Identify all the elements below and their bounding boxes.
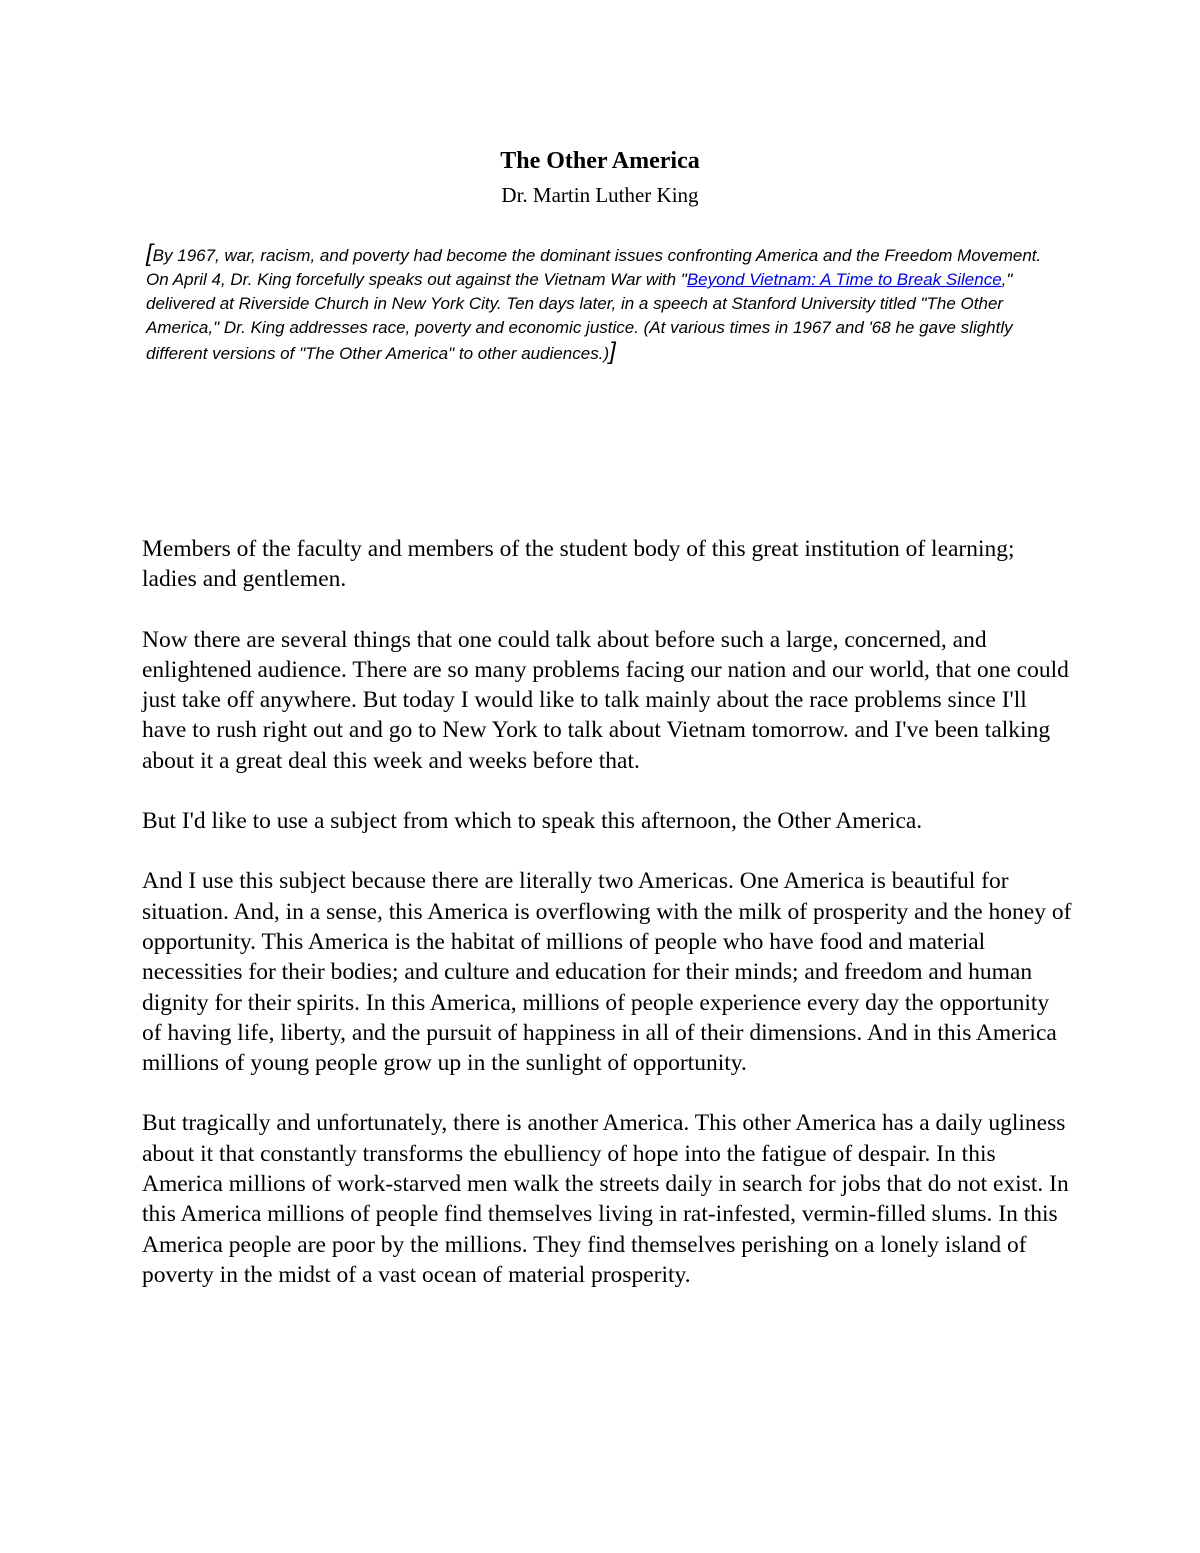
document-author: Dr. Martin Luther King (501, 183, 699, 207)
intro-text-before-link: By 1967, war, racism, and poverty had become the dominant issues confronting America and the Freedom Movement. On April 4, Dr. King forcefully speaks out against the Vietnam War with " (146, 246, 1042, 289)
speech-paragraph: Now there are several things that one could talk about before such a large, concerned, and enlightened audience. There are so many problems facing our nation and our world, that one could just take off anywhere. But today I would like to talk mainly about the race problems since I'll have to rush right out and go to New York to talk about Vietnam tomorrow. and I've been talking about it a great deal this week and weeks before that. (142, 626, 1069, 774)
speech-paragraph: And I use this subject because there are literally two Americas. One America is beautiful for situation. And, in a sense, this America is overflowing with the milk of prosperity and the honey of opportunity. This America is the habitat of millions of people who have food and material necessities for their bodies; and culture and education for their minds; and freedom and human dignity for their spirits. In this America, millions of people experience every day the opportunity of having life, liberty, and the pursuit of happiness in all of their dimensions. And in this America millions of young people grow up in the sunlight of opportunity. (142, 868, 1072, 1077)
intro-text-after-link: ," delivered at Riverside Church in New York City. Ten days later, in a speech at Stanford University titled "The Other America," Dr. King addresses race, poverty and economic justice. (At various times in 1967 and '68 he gave slightly different versions of "The Other America" to other audiences.) (146, 270, 1013, 363)
document-title: The Other America (500, 148, 700, 174)
intro-note (146, 242, 1066, 366)
beyond-vietnam-link[interactable]: Beyond Vietnam: A Time to Break Silence (686, 270, 1002, 289)
intro-open-bracket: [ (146, 240, 153, 267)
intro-close-bracket: ] (609, 338, 616, 365)
speech-paragraph: But I'd like to use a subject from which to speak this afternoon, the Other America. (142, 808, 923, 835)
speech-paragraph: Members of the faculty and members of the student body of this great institution of learning; ladies and gentlemen. (142, 536, 1015, 593)
speech-paragraph: But tragically and unfortunately, there is another America. This other America has a daily ugliness about it that constantly transforms the ebulliency of hope into the fatigue of despair. In this America millions of work-starved men walk the streets daily in search for jobs that do not exist. In this America millions of people find themselves living in rat-infested, vermin-filled slums. In this America people are poor by the millions. They find themselves perishing on a lonely island of poverty in the midst of a vast ocean of material prosperity. (142, 1110, 1069, 1288)
speech-body (142, 534, 1072, 1320)
